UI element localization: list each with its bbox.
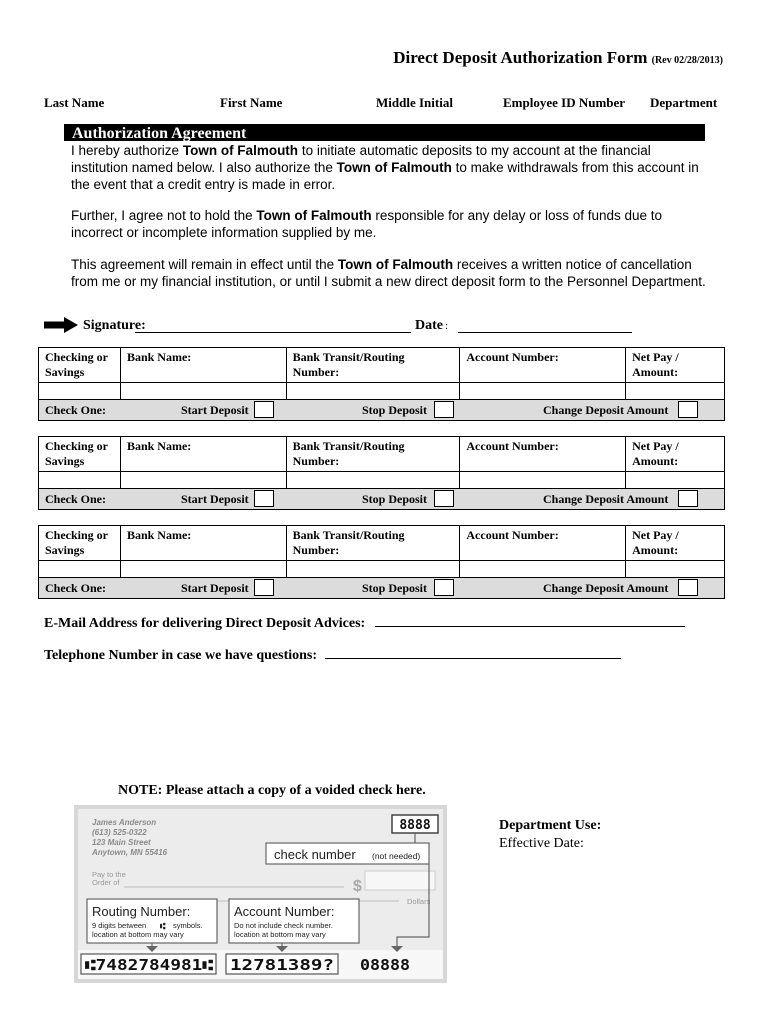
routing-number-field[interactable]	[286, 383, 460, 400]
change-deposit-label: Change Deposit Amount	[543, 492, 669, 506]
check-one-row	[39, 578, 725, 599]
check-number-callout: check number	[274, 847, 356, 862]
first-name-label: First Name	[220, 95, 283, 110]
routing-callout-desc-3: location at bottom may vary	[92, 930, 184, 939]
routing-number-field[interactable]	[286, 472, 460, 489]
department-use-label: Department Use:	[499, 818, 602, 833]
stop-deposit-label: Stop Deposit	[362, 403, 428, 417]
pay-to-label: Pay to the	[92, 870, 126, 879]
agreement-paragraph-3: This agreement will remain in effect until the Town of Falmouth receives a written notice of cancellation from me or my financial institution, or until I submit a new direct deposit form to the Personnel Department.	[71, 257, 706, 289]
dollar-sign: $	[353, 878, 362, 895]
effective-date-label: Effective Date:	[499, 836, 584, 851]
micr-routing-number: ⑆7482784981⑆	[85, 956, 213, 974]
start-deposit-label: Start Deposit	[181, 403, 249, 417]
bank-name-field[interactable]	[120, 472, 286, 489]
bank-account-table-1	[38, 347, 725, 421]
stop-deposit-checkbox[interactable]	[434, 579, 454, 596]
order-of-label: Order of	[92, 878, 120, 887]
routing-symbol: ⑆	[160, 921, 166, 931]
phone-field[interactable]	[325, 648, 621, 659]
check-owner-street: 123 Main Street	[92, 838, 151, 847]
check-one-label: Check One:	[45, 581, 106, 595]
bank-name-label: Bank Name:	[120, 348, 286, 383]
start-deposit-checkbox[interactable]	[254, 401, 274, 418]
check-owner-name: James Anderson	[92, 818, 157, 827]
account-number-field[interactable]	[460, 383, 626, 400]
account-number-label: Account Number:	[460, 437, 626, 472]
check-one-label: Check One:	[45, 492, 106, 506]
change-deposit-label: Change Deposit Amount	[543, 403, 669, 417]
check-number-not-needed: (not needed)	[372, 851, 421, 861]
net-pay-field[interactable]	[626, 383, 725, 400]
change-deposit-label: Change Deposit Amount	[543, 581, 669, 595]
account-callout-title: Account Number:	[234, 904, 335, 919]
routing-callout-desc-2: symbols.	[173, 921, 203, 930]
net-pay-field[interactable]	[626, 561, 725, 578]
checking-savings-label: Checking or Savings	[39, 437, 121, 472]
email-row	[44, 616, 685, 632]
bank-name-label: Bank Name:	[120, 526, 286, 561]
phone-row	[44, 648, 621, 664]
routing-number-label: Bank Transit/Routing Number:	[286, 437, 460, 472]
last-name-label: Last Name	[44, 95, 105, 110]
date-colon: :	[445, 320, 449, 332]
stop-deposit-checkbox[interactable]	[434, 490, 454, 507]
check-owner-phone: (613) 525-0322	[92, 828, 147, 837]
start-deposit-label: Start Deposit	[181, 581, 249, 595]
check-owner-city: Anytown, MN 55416	[92, 848, 168, 857]
bank-name-field[interactable]	[120, 561, 286, 578]
form-title-main: Direct Deposit Authorization Form	[393, 48, 648, 67]
account-callout-desc: Do not include check number.	[234, 921, 333, 930]
agreement-paragraph-1: I hereby authorize Town of Falmouth to initiate automatic deposits to my account at the financial institution named below. I also authorize the Town of Falmouth to make withdrawals from this account in the event that a credit entry is made in error.	[71, 143, 699, 192]
form-title	[0, 48, 723, 68]
start-deposit-label: Start Deposit	[181, 492, 249, 506]
net-pay-field[interactable]	[626, 472, 725, 489]
checking-savings-label: Checking or Savings	[39, 526, 121, 561]
stop-deposit-label: Stop Deposit	[362, 581, 428, 595]
date-field[interactable]	[458, 332, 632, 333]
change-deposit-checkbox[interactable]	[678, 490, 698, 507]
voided-check-note: NOTE: Please attach a copy of a voided check here.	[118, 783, 426, 798]
routing-number-label: Bank Transit/Routing Number:	[286, 348, 460, 383]
signature-field[interactable]	[135, 332, 411, 333]
middle-initial-label: Middle Initial	[376, 95, 453, 110]
net-pay-label: Net Pay / Amount:	[626, 437, 725, 472]
phone-label: Telephone Number in case we have questions:	[44, 648, 318, 663]
checking-savings-field[interactable]	[39, 472, 121, 489]
account-callout-desc-2: location at bottom may vary	[234, 930, 326, 939]
micr-check-number: 08888	[360, 956, 410, 974]
checking-savings-field[interactable]	[39, 561, 121, 578]
authorization-heading: Authorization Agreement	[64, 124, 705, 141]
change-deposit-checkbox[interactable]	[678, 579, 698, 596]
form-revision: (Rev 02/28/2013)	[651, 55, 723, 66]
check-number-value: 8888	[399, 818, 431, 833]
checking-savings-label: Checking or Savings	[39, 348, 121, 383]
dollars-label: Dollars	[407, 897, 431, 906]
signature-label: Signature:	[83, 318, 146, 333]
routing-callout-title: Routing Number:	[92, 904, 191, 919]
arrow-right-icon	[44, 317, 78, 333]
account-number-field[interactable]	[460, 472, 626, 489]
routing-number-field[interactable]	[286, 561, 460, 578]
change-deposit-checkbox[interactable]	[678, 401, 698, 418]
date-label: Date	[415, 318, 443, 333]
checking-savings-field[interactable]	[39, 383, 121, 400]
bank-name-field[interactable]	[120, 383, 286, 400]
sample-check-image	[74, 805, 447, 983]
bank-account-table-3	[38, 525, 725, 599]
department-label: Department	[650, 95, 718, 110]
routing-callout-desc: 9 digits between	[92, 921, 147, 930]
email-field[interactable]	[375, 616, 685, 627]
email-label: E-Mail Address for delivering Direct Deposit Advices:	[44, 616, 366, 631]
net-pay-label: Net Pay / Amount:	[626, 526, 725, 561]
micr-account-number: 12781389?	[230, 956, 334, 974]
account-number-label: Account Number:	[460, 526, 626, 561]
stop-deposit-checkbox[interactable]	[434, 401, 454, 418]
stop-deposit-label: Stop Deposit	[362, 492, 428, 506]
bank-name-label: Bank Name:	[120, 437, 286, 472]
routing-number-label: Bank Transit/Routing Number:	[286, 526, 460, 561]
employee-id-label: Employee ID Number	[503, 95, 626, 110]
account-number-label: Account Number:	[460, 348, 626, 383]
start-deposit-checkbox[interactable]	[254, 490, 274, 507]
start-deposit-checkbox[interactable]	[254, 579, 274, 596]
check-one-row	[39, 400, 725, 421]
check-one-label: Check One:	[45, 403, 106, 417]
bank-account-table-2	[38, 436, 725, 510]
net-pay-label: Net Pay / Amount:	[626, 348, 725, 383]
account-number-field[interactable]	[460, 561, 626, 578]
check-one-row	[39, 489, 725, 510]
agreement-paragraph-2: Further, I agree not to hold the Town of Falmouth responsible for any delay or loss of funds due to incorrect or incomplete information supplied by me.	[71, 208, 663, 240]
